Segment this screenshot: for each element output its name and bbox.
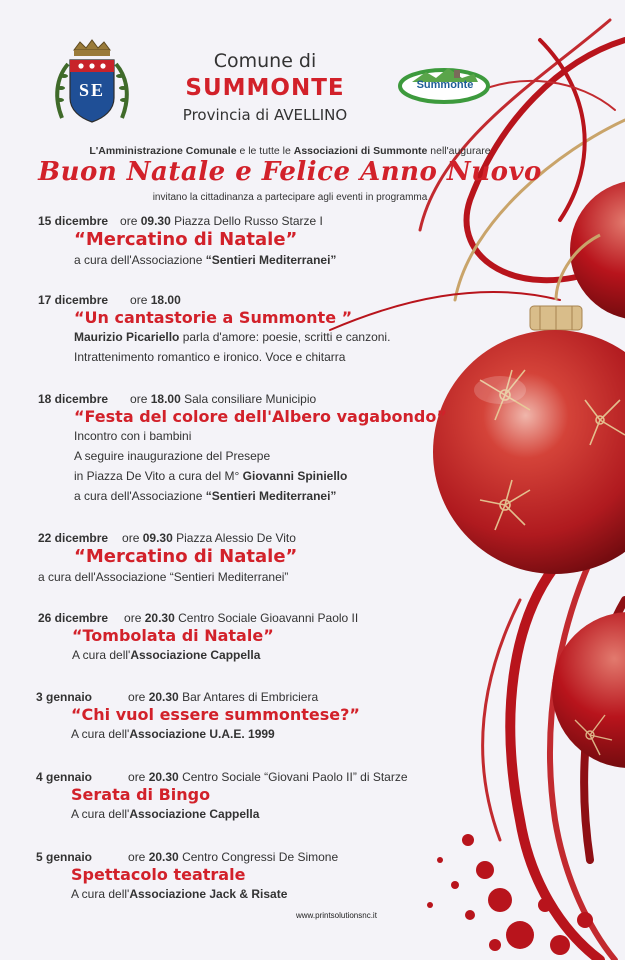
event-detail-bold: Associazione U.A.E. 1999 — [129, 727, 275, 741]
event-detail — [71, 724, 496, 744]
event-date: 5 gennaio — [36, 850, 93, 864]
logo-label: Summonte — [416, 79, 474, 91]
event-place: Centro Sociale “Giovani Paolo II” di Starze — [178, 770, 408, 784]
event-time: 20.30 — [144, 611, 175, 625]
event-time-prefix: ore — [130, 392, 151, 406]
event-place: Centro Congressi De Simone — [178, 850, 339, 864]
event-place: Centro Sociale Gioavanni Paolo II — [174, 611, 359, 625]
event-date: 15 dicembre — [38, 214, 109, 228]
intro-text — [30, 145, 550, 157]
event-time: 20.30 — [148, 690, 179, 704]
event-detail — [71, 804, 496, 824]
event-detail — [72, 645, 498, 665]
event-title: “Chi vuol essere summontese?” — [71, 705, 360, 724]
event-title: “Mercatino di Natale” — [74, 546, 298, 567]
event-detail — [74, 327, 498, 347]
event-detail — [71, 884, 496, 904]
event-1 — [38, 214, 498, 270]
event-detail — [74, 250, 498, 270]
event-7 — [36, 770, 496, 824]
event-detail-text: A cura dell' — [71, 807, 130, 821]
event-time: 18.00 — [150, 392, 181, 406]
event-date: 22 dicembre — [38, 531, 109, 545]
event-2 — [38, 293, 498, 367]
event-detail-bold: Giovanni Spiniello — [242, 469, 348, 483]
event-detail-bold: Associazione Jack & Risate — [129, 887, 288, 901]
intro-part-1: L'Amministrazione Comunale — [89, 145, 237, 157]
event-place: Piazza Dello Russo Starze I — [170, 214, 323, 228]
event-5 — [38, 611, 498, 665]
event-time: 18.00 — [150, 293, 181, 307]
event-detail-text: A seguire inaugurazione del Presepe — [74, 449, 271, 463]
event-detail-bold: “Sentieri Mediterranei” — [205, 489, 337, 503]
event-detail-text: Incontro con i bambini — [74, 429, 192, 443]
event-8 — [36, 850, 496, 904]
event-date: 3 gennaio — [36, 690, 93, 704]
event-time: 20.30 — [148, 770, 179, 784]
event-detail-bold: Associazione Cappella — [130, 648, 261, 662]
event-place: Sala consiliare Municipio — [180, 392, 317, 406]
event-time-prefix: ore — [124, 611, 145, 625]
event-time-prefix: ore — [130, 293, 151, 307]
event-time-prefix: ore — [128, 770, 149, 784]
event-title: “Mercatino di Natale” — [74, 229, 298, 250]
event-place: Bar Antares di Embriciera — [178, 690, 319, 704]
event-time: 09.30 — [142, 531, 173, 545]
event-date: 18 dicembre — [38, 392, 109, 406]
event-time: 20.30 — [148, 850, 179, 864]
event-time-prefix: ore — [120, 214, 141, 228]
event-time-prefix: ore — [122, 531, 143, 545]
event-detail-bold: Maurizio Picariello — [74, 330, 180, 344]
event-detail-text: Intrattenimento romantico e ironico. Voce e chitarra — [74, 350, 346, 364]
footer-url: www.printsolutionsnc.it — [296, 911, 377, 920]
event-title: “Un cantastorie a Summonte ” — [74, 308, 353, 327]
event-detail — [74, 347, 498, 367]
event-date: 17 dicembre — [38, 293, 109, 307]
event-date: 26 dicembre — [38, 611, 109, 625]
comune-label: Comune di — [213, 50, 317, 72]
event-title: Serata di Bingo — [71, 785, 211, 804]
event-detail-text: A cura dell' — [72, 648, 131, 662]
event-detail-bold: Associazione Cappella — [129, 807, 260, 821]
intro-part-4: nell'augurare — [427, 145, 491, 157]
event-title: Spettacolo teatrale — [71, 865, 246, 884]
event-detail — [38, 567, 498, 587]
event-date: 4 gennaio — [36, 770, 93, 784]
event-time-prefix: ore — [128, 850, 149, 864]
event-time: 09.30 — [140, 214, 171, 228]
town-name: SUMMONTE — [185, 75, 345, 101]
event-detail-text: a cura dell'Associazione “Sentieri Mediterranei” — [38, 570, 289, 584]
event-detail-bold: “Sentieri Mediterranei” — [205, 253, 337, 267]
event-detail-text: a cura dell'Associazione — [74, 253, 206, 267]
event-6 — [36, 690, 496, 744]
event-detail-text: A cura dell' — [71, 887, 130, 901]
intro-part-2: e le tutte le — [236, 145, 294, 157]
invite-text: invitano la cittadinanza a partecipare agli eventi in programma — [152, 192, 428, 203]
event-detail — [74, 446, 498, 466]
event-title: “Festa del colore dell'Albero vagabondo” — [74, 407, 447, 426]
crest-initials: SE — [78, 80, 106, 100]
event-detail-text: parla d'amore: poesie, scritti e canzoni. — [179, 330, 391, 344]
event-detail-text: a cura dell'Associazione — [74, 489, 206, 503]
event-title: “Tombolata di Natale” — [72, 626, 274, 645]
event-detail-text: in Piazza De Vito a cura del M° — [74, 469, 243, 483]
event-detail-text: A cura dell' — [71, 727, 130, 741]
greeting-title: Buon Natale e Felice Anno Nuovo — [38, 157, 542, 187]
intro-part-3: Associazioni di Summonte — [293, 145, 428, 157]
event-3 — [38, 392, 498, 506]
event-4 — [38, 531, 498, 587]
event-detail — [74, 466, 498, 486]
event-detail — [74, 486, 498, 506]
provincia-label: Provincia di AVELLINO — [182, 106, 348, 124]
event-time-prefix: ore — [128, 690, 149, 704]
event-place: Piazza Alessio De Vito — [172, 531, 296, 545]
event-detail — [74, 426, 498, 446]
